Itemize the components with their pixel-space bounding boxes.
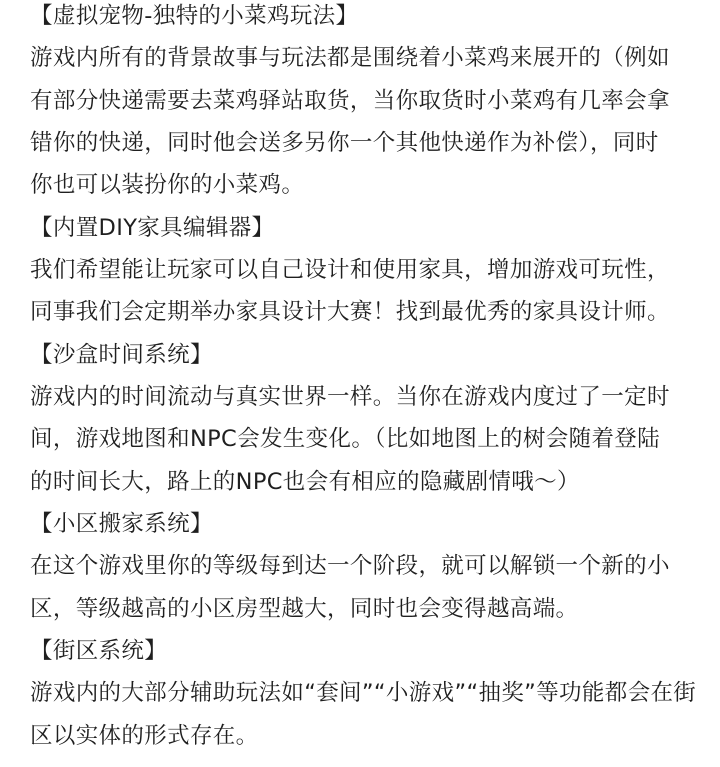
paragraph-line: 的时间长大，路上的NPC也会有相应的隐藏剧情哦～） — [30, 469, 580, 495]
paragraph-line: 游戏内所有的背景故事与玩法都是围绕着小菜鸡来展开的（例如 — [30, 45, 670, 71]
paragraph-line: 同事我们会定期举办家具设计大赛！找到最优秀的家具设计师。 — [30, 299, 670, 325]
section-heading: 【沙盒时间系统】 — [30, 342, 213, 368]
paragraph-line: 区，等级越高的小区房型越大，同时也会变得越高端。 — [30, 596, 579, 622]
paragraph-line: 区以实体的形式存在。 — [30, 723, 259, 749]
section-heading: 【内置DIY家具编辑器】 — [30, 215, 275, 241]
section-heading: 【虚拟宠物-独特的小菜鸡玩法】 — [30, 3, 359, 29]
paragraph-line: 错你的快递，同时他会送多另你一个其他快递作为补偿），同时 — [30, 130, 659, 156]
paragraph-line: 有部分快递需要去菜鸡驿站取货，当你取货时小菜鸡有几率会拿 — [30, 88, 670, 114]
paragraph-line: 你也可以装扮你的小菜鸡。 — [30, 172, 305, 198]
section-heading: 【小区搬家系统】 — [30, 511, 213, 537]
section-heading: 【街区系统】 — [30, 638, 168, 664]
paragraph-line: 在这个游戏里你的等级每到达一个阶段，就可以解锁一个新的小 — [30, 553, 670, 579]
paragraph-line: 间，游戏地图和NPC会发生变化。（比如地图上的树会随着登陆 — [30, 426, 661, 452]
paragraph-line: 游戏内的时间流动与真实世界一样。当你在游戏内度过了一定时 — [30, 384, 670, 410]
paragraph-line: 游戏内的大部分辅助玩法如“套间”“小游戏”“抽奖”等功能都会在街 — [30, 680, 697, 706]
paragraph-line: 我们希望能让玩家可以自己设计和使用家具，增加游戏可玩性， — [30, 257, 670, 283]
